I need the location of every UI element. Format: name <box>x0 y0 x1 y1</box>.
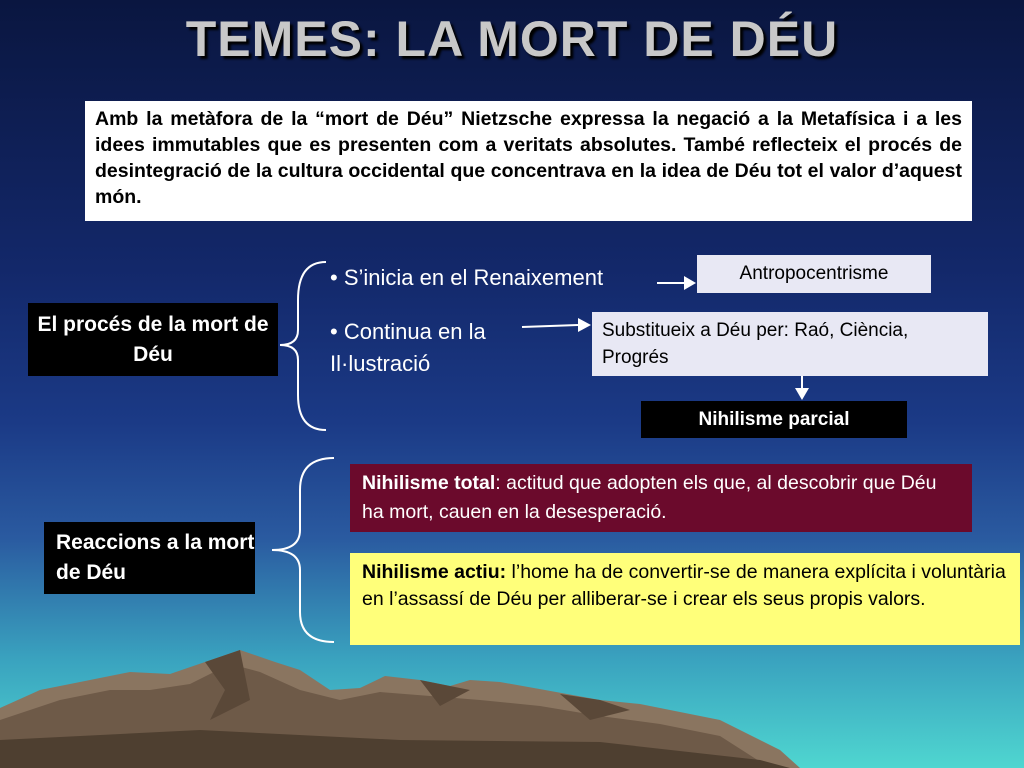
page-title: TEMES: LA MORT DE DÉU <box>185 11 839 67</box>
arrow-head-icon <box>684 276 696 290</box>
substitueix-box: Substitueix a Déu per: Raó, Ciència, Progrés <box>592 312 988 376</box>
bullet-illustracio: • Continua en la Il·lustració <box>330 319 486 376</box>
lower-brace <box>272 458 334 642</box>
arrow-head-icon <box>578 318 591 332</box>
nihilisme-total-term: Nihilisme total <box>362 472 496 494</box>
nihilisme-actiu-text: l’home ha de convertir-se de manera explícita i voluntària en l’assassí de Déu per alliberar-se i crear els seus propis valors. <box>362 561 1006 610</box>
arrow-down-head-icon <box>795 388 809 400</box>
bullet-renaixement: • S’inicia en el Renaixement <box>330 265 604 290</box>
upper-brace <box>280 262 326 430</box>
nihilisme-total-text: : actitud que adopten els que, al descobrir que Déu ha mort, cauen en la desesperació. <box>362 472 937 523</box>
nihilisme-total-box <box>350 464 972 532</box>
reaccions-mort-deu-box: Reaccions a la mort de Déu <box>44 522 255 594</box>
proces-mort-deu-box: El procés de la mort de Déu <box>28 303 278 376</box>
intro-text-box: Amb la metàfora de la “mort de Déu” Nietzsche expressa la negació a la Metafísica i a les idees immutables que es presenten com a veritats absolutes. També reflecteix el procés de desintegració de la cultura occidental que concentrava en la idea de Déu tot el valor d’aquest món. <box>85 101 972 221</box>
nihilisme-actiu-box <box>350 553 1020 645</box>
antropocentrisme-box: Antropocentrisme <box>697 255 931 293</box>
nihilisme-parcial-box: Nihilisme parcial <box>641 401 907 438</box>
arrow-illustracio <box>522 325 578 327</box>
nihilisme-actiu-term: Nihilisme actiu: <box>362 561 507 583</box>
